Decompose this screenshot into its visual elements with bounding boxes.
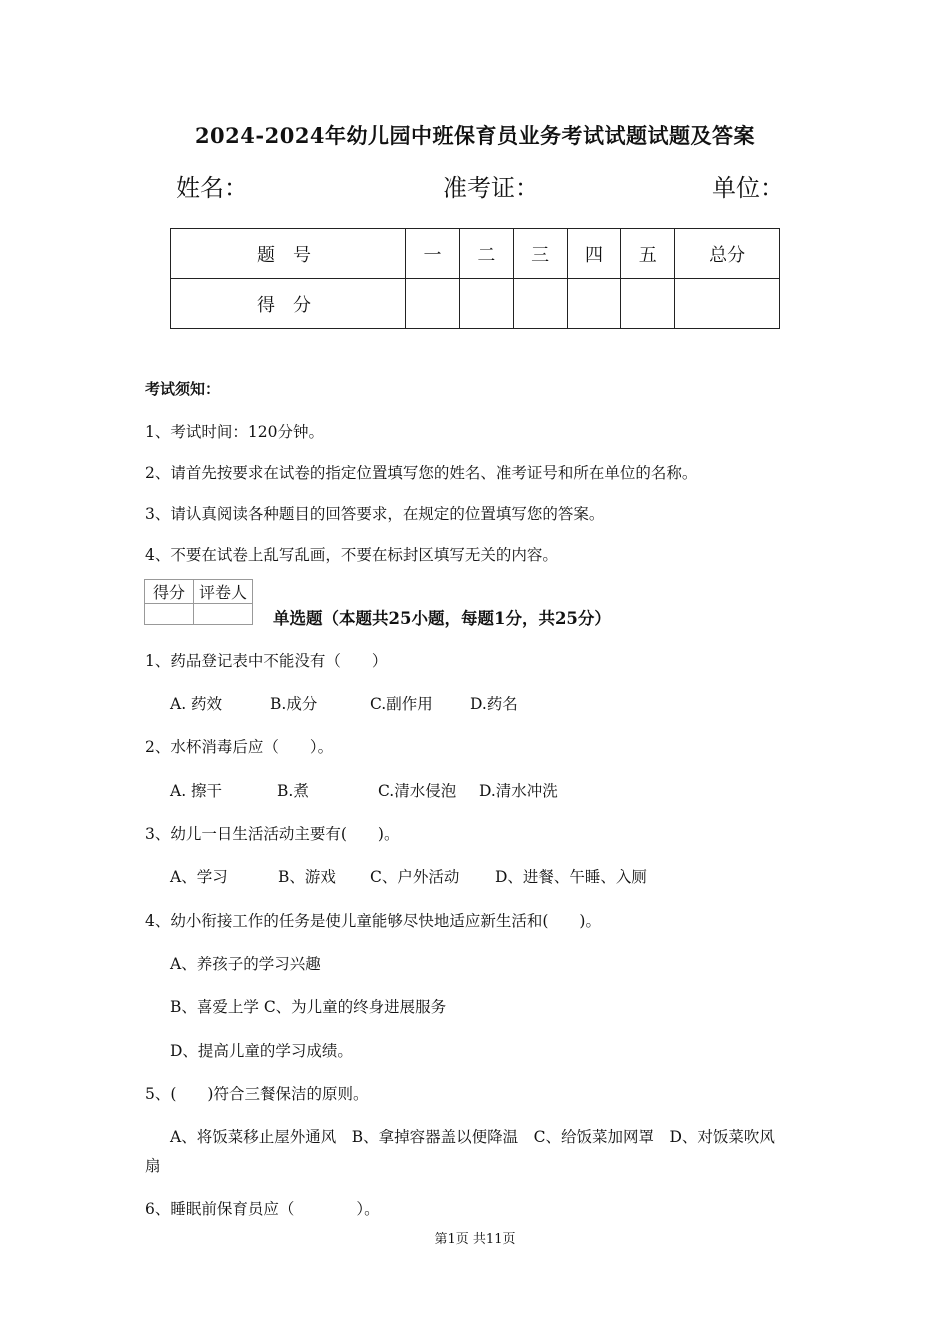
- grader-score-cell: [145, 604, 194, 625]
- grader-name-label: 评卷人: [194, 580, 253, 604]
- section-title: 单选题（本题共25小题，每题1分，共25分）: [273, 609, 611, 628]
- score-table-score-row: [171, 279, 780, 329]
- score-table: [170, 228, 780, 329]
- notice-item: 1、考试时间：120分钟。: [145, 423, 324, 441]
- option: B、游戏: [278, 868, 336, 886]
- grader-score-label: 得分: [145, 580, 194, 604]
- question-text: 4、幼小衔接工作的任务是使儿童能够尽快地适应新生活和( )。: [145, 912, 601, 930]
- notice-item: 4、不要在试卷上乱写乱画，不要在标封区填写无关的内容。: [145, 546, 558, 564]
- option: D.清水冲洗: [479, 782, 558, 800]
- score-table-header-cell: 总分: [675, 229, 780, 279]
- option: C.清水侵泡: [378, 782, 457, 800]
- score-row-label: 得分: [171, 279, 406, 329]
- question-text: 3、幼儿一日生活活动主要有( )。: [145, 825, 400, 843]
- score-table-header-cell: 四: [567, 229, 621, 279]
- option-continuation: 扇: [145, 1157, 161, 1175]
- question-text: 5、( )符合三餐保洁的原则。: [145, 1085, 369, 1103]
- score-table-header-cell: 一: [406, 229, 460, 279]
- option: A. 药效: [170, 695, 223, 713]
- notice-item: 3、请认真阅读各种题目的回答要求，在规定的位置填写您的答案。: [145, 505, 605, 523]
- score-cell: [513, 279, 567, 329]
- option: A、学习: [170, 868, 228, 886]
- unit-label: 单位：: [712, 174, 784, 202]
- option: B.煮: [277, 782, 309, 800]
- document-title: 2024-2024年幼儿园中班保育员业务考试试题试题及答案: [194, 123, 756, 148]
- option: C、户外活动: [370, 868, 460, 886]
- score-cell: [567, 279, 621, 329]
- grader-name-cell: [194, 604, 253, 625]
- question-text: 2、水杯消毒后应（ ）。: [145, 738, 334, 756]
- option: C.副作用: [370, 695, 433, 713]
- notice-item: 2、请首先按要求在试卷的指定位置填写您的姓名、准考证号和所在单位的名称。: [145, 464, 698, 482]
- score-cell: [621, 279, 675, 329]
- score-cell: [406, 279, 460, 329]
- score-table-header-cell: 二: [459, 229, 513, 279]
- option: A、将饭菜移止屋外通风 B、拿掉容器盖以便降温 C、给饭菜加网罩 D、对饭菜吹风: [170, 1128, 775, 1146]
- score-table-header-cell: 三: [513, 229, 567, 279]
- option: B、喜爱上学 C、为儿童的终身进展服务: [170, 998, 447, 1016]
- grader-box: [144, 579, 253, 625]
- option: B.成分: [270, 695, 318, 713]
- score-table-header-row: [171, 229, 780, 279]
- question-text: 6、睡眠前保育员应（ ）。: [145, 1200, 380, 1218]
- page-footer: 第1页 共11页: [434, 1232, 516, 1247]
- score-cell: [675, 279, 780, 329]
- exam-id-label: 准考证：: [443, 174, 539, 202]
- score-table-header-cell: 题号: [171, 229, 406, 279]
- name-label: 姓名：: [176, 174, 248, 202]
- option: A、养孩子的学习兴趣: [170, 955, 321, 973]
- score-cell: [459, 279, 513, 329]
- option: D.药名: [470, 695, 518, 713]
- option: D、提高儿童的学习成绩。: [170, 1042, 353, 1060]
- notice-title: 考试须知：: [145, 380, 221, 398]
- score-table-header-cell: 五: [621, 229, 675, 279]
- option: A. 擦干: [170, 782, 223, 800]
- option: D、进餐、午睡、入厕: [495, 868, 647, 886]
- question-text: 1、药品登记表中不能没有（ ）: [145, 652, 388, 670]
